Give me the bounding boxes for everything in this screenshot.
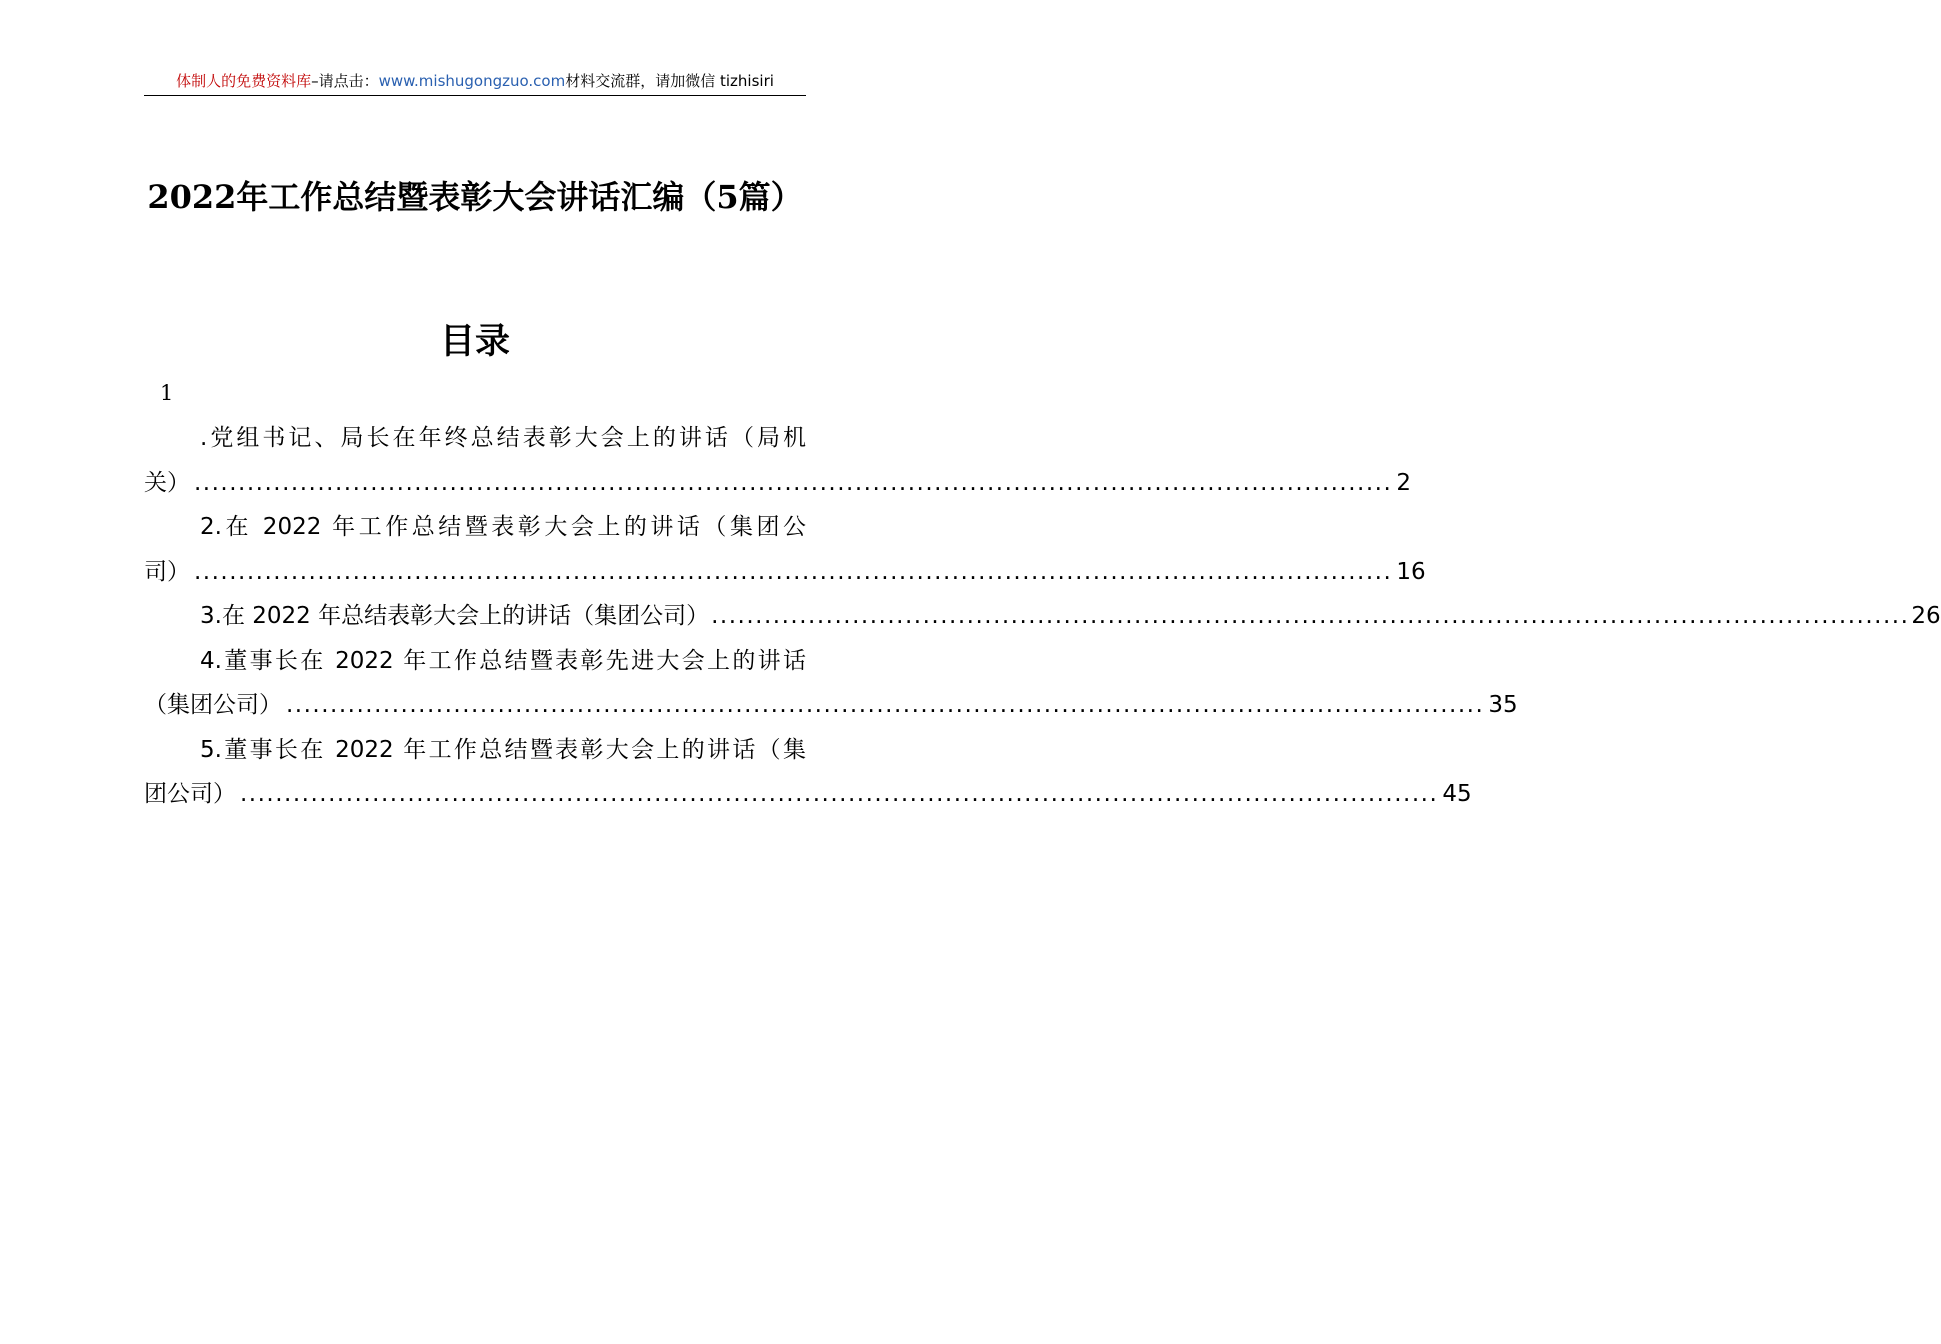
toc-entry-2[interactable] (144, 505, 1426, 594)
toc-entry-4-title: 4.董事长在 2022 年工作总结暨表彰先进大会上的讲话 (200, 647, 806, 674)
toc-entry-2-title: 2.在 2022 年工作总结暨表彰大会上的讲话（集团公 (200, 514, 806, 540)
toc-entry-5[interactable] (144, 728, 1472, 817)
toc-entry-5-title-cont: 团公司） (144, 781, 236, 807)
toc-entry-2-page: 16 (1396, 558, 1426, 585)
table-of-contents (144, 416, 1941, 817)
toc-entry-4-title-cont: （集团公司） (144, 692, 282, 718)
toc-entry-5-title: 5.董事长在 2022 年工作总结暨表彰大会上的讲话（集 (200, 736, 806, 763)
toc-entry-3-leader: ........................................................................................................................................ (711, 603, 1910, 629)
toc-entry-5-page: 45 (1442, 781, 1472, 807)
toc-entry-3[interactable] (144, 594, 1941, 639)
header-brand: 体制人的免费资料库 (176, 72, 312, 90)
toc-entry-3-title: 3.在 2022 年总结表彰大会上的讲话（集团公司） (200, 603, 710, 629)
toc-heading: 目录 (439, 321, 510, 362)
toc-entry-4-leader: ........................................................................................................................................ (286, 692, 1485, 718)
toc-entry-3-page: 26 (1911, 603, 1941, 629)
toc-entry-4-page: 35 (1488, 692, 1518, 718)
toc-number: 1 (160, 381, 174, 405)
toc-entry-2-title-cont: 司） (144, 558, 190, 585)
page-header (144, 70, 806, 96)
toc-entry-1-leader: ........................................................................................................................................ (194, 469, 1393, 496)
toc-entry-5-leader: ........................................................................................................................................ (240, 781, 1439, 807)
header-url-link[interactable]: www.mishugongzuo.com (378, 72, 566, 90)
toc-entry-2-leader: ........................................................................................................................................ (194, 558, 1393, 585)
header-contact: 材料交流群，请加微信 tizhisiri (565, 72, 774, 90)
toc-entry-1-title-cont: 关） (144, 469, 190, 496)
header-prompt: –请点击： (311, 72, 379, 90)
toc-entry-1-title: .党组书记、局长在年终总结表彰大会上的讲话（局机 (200, 425, 806, 451)
toc-entry-4[interactable] (144, 639, 1518, 728)
toc-entry-1-page: 2 (1396, 469, 1411, 496)
toc-entry-1[interactable] (144, 416, 1411, 505)
document-title: 2022年工作总结暨表彰大会讲话汇编（5篇） (147, 178, 803, 216)
